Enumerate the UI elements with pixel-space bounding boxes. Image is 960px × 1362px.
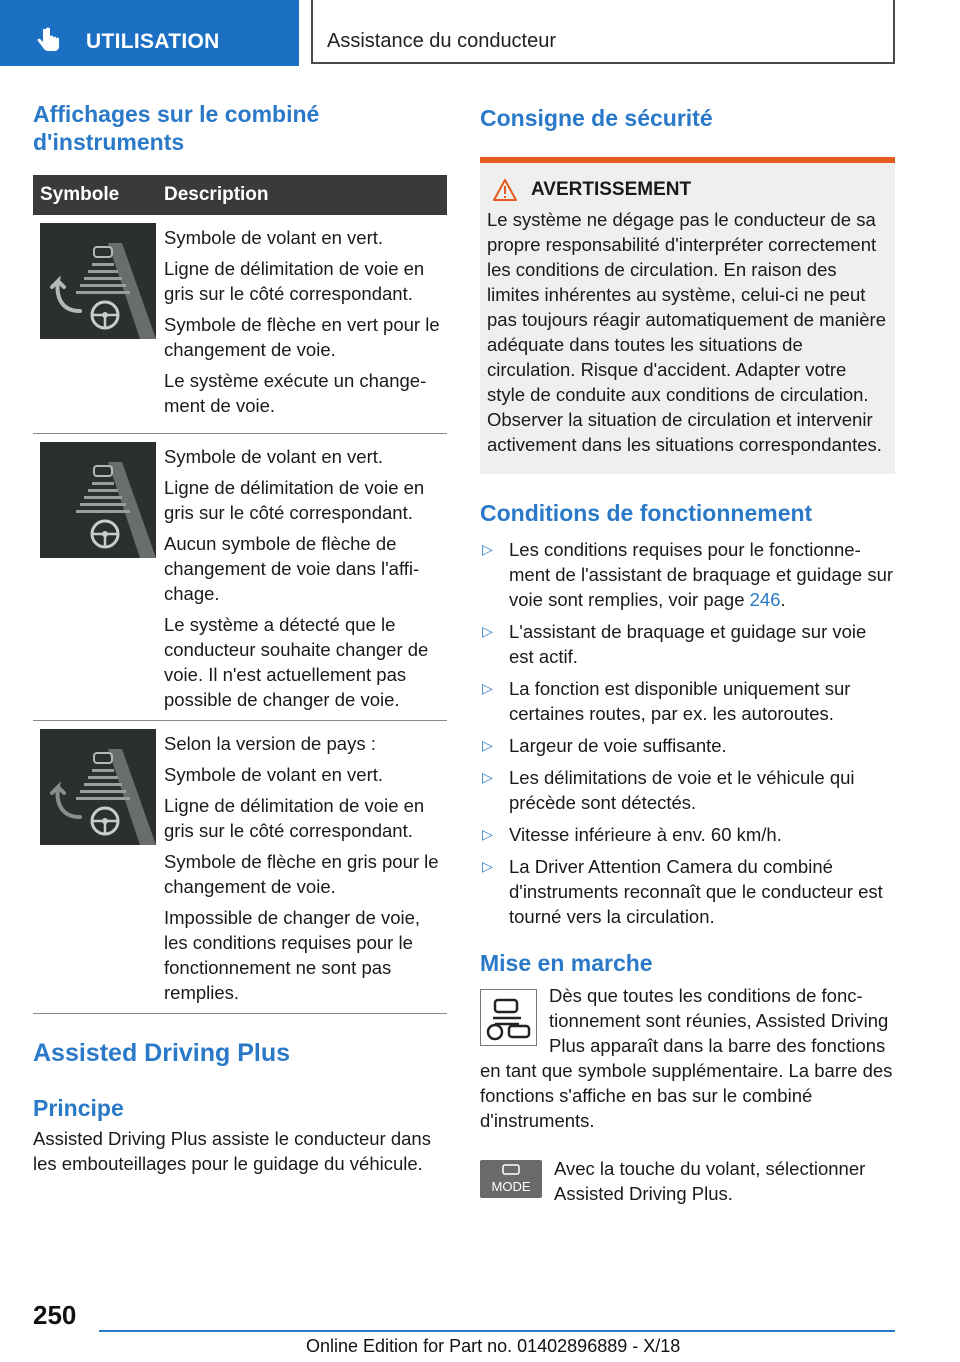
- warning-title-row: [487, 179, 888, 201]
- description-line: Ligne de délimitation de voie en gris sur le côté correspondant.: [164, 477, 425, 523]
- description-line: Le système a détecté que le conducteur souhaite changer de voie. Il n'est actuellement pas possible de changer de voie.: [164, 614, 429, 710]
- description-line: Le système exécute un changement de voie.: [164, 370, 427, 416]
- description-line: Symbole de volant en vert.: [164, 446, 384, 467]
- principle-heading: Principe: [33, 1095, 124, 1121]
- right-column: [480, 100, 895, 1206]
- description-line: Aucun symbole de flèche de changement de voie dans l'affichage.: [164, 533, 420, 604]
- chapter-label: Assistance du conducteur: [327, 30, 557, 52]
- adp-heading: Assisted Driving Plus: [33, 1039, 291, 1067]
- mode-button-label: MODE: [491, 1179, 531, 1194]
- startup-text-2: Avec la touche du volant, sélectionner Assisted Driving Plus.: [554, 1158, 866, 1204]
- edition-text: Online Edition for Part no. 01402896889 - X/18: [306, 1336, 681, 1356]
- bullet-arrow-icon: ▷: [482, 541, 493, 557]
- displays-heading: Affichages sur le combiné d'instruments: [33, 101, 320, 155]
- list-item: ▷ L'assistant de braquage et guidage sur voie est actif.: [482, 621, 867, 667]
- startup-text-1: Dès que toutes les conditions de fonctionnement sont réunies, Assisted Driving Plus apparaît dans la barre des fonctions en tant que symbole supplémentaire. La barre des fonctions s'affiche en bas sur le combiné d'instruments.: [480, 985, 893, 1131]
- startup-block: [480, 983, 895, 1133]
- table-row: [33, 215, 447, 434]
- section-label: UTILISATION: [86, 30, 220, 53]
- left-column: [33, 100, 447, 1176]
- section-tab[interactable]: [0, 0, 299, 66]
- description-line: Impossible de changer de voie, les conditions requises pour le fonctionnement ne sont pas remplies.: [164, 907, 421, 1003]
- safety-heading: Consigne de sécurité: [480, 105, 713, 131]
- hand-pointer-icon: [36, 27, 62, 53]
- mode-button[interactable]: [480, 1160, 542, 1198]
- page-number: 250: [33, 1300, 77, 1330]
- page-header: [0, 0, 960, 66]
- principle-text: Assisted Driving Plus assiste le conducteur dans les embouteillages pour le guidage du véhicule.: [33, 1128, 431, 1174]
- list-item: ▷ La fonction est disponible uniquement sur certaines routes, par ex. les autoroutes.: [482, 678, 851, 724]
- symbol-table: [33, 175, 447, 1014]
- footer-divider: [99, 1330, 895, 1332]
- warning-triangle-icon: [493, 179, 517, 201]
- warning-box: [480, 163, 895, 474]
- list-item: ▷ Vitesse inférieure à env. 60 km/h.: [482, 824, 782, 845]
- page-link-246[interactable]: 246: [749, 589, 781, 610]
- list-item: ▷ La Driver Attention Camera du combiné d'instruments reconnaît que le conducteur est tourné vers la circulation.: [482, 856, 883, 927]
- lane-change-with-arrow-icon: [40, 223, 156, 339]
- table-row: [33, 721, 447, 1014]
- bullet-arrow-icon: ▷: [482, 769, 493, 785]
- startup-heading: Mise en marche: [480, 950, 653, 976]
- car-icon: [501, 1164, 521, 1176]
- description-line: Symbole de flèche en vert pour le changement de voie.: [164, 314, 440, 360]
- description-line: Symbole de volant en vert.: [164, 764, 384, 785]
- list-item: ▷ Largeur de voie suffisante.: [482, 735, 727, 756]
- conditions-heading: Conditions de fonctionnement: [480, 500, 813, 526]
- bullet-arrow-icon: ▷: [482, 623, 493, 639]
- bullet-arrow-icon: ▷: [482, 826, 493, 842]
- description-line: Symbole de volant en vert.: [164, 227, 384, 248]
- warning-title: AVERTISSEMENT: [531, 179, 692, 200]
- col-header-description: Description: [164, 175, 447, 215]
- description-line: Ligne de délimitation de voie en gris sur le côté correspondant.: [164, 795, 425, 841]
- list-item: ▷ Les délimitations de voie et le véhicule qui précède sont détectés.: [482, 767, 855, 813]
- chapter-tab[interactable]: [311, 0, 895, 64]
- description-line: Selon la version de pays :: [164, 733, 376, 754]
- mode-instruction: [480, 1156, 895, 1206]
- bullet-arrow-icon: ▷: [482, 680, 493, 696]
- conditions-list: [480, 537, 895, 929]
- warning-text: Le système ne dégage pas le conducteur de sa propre responsabilité d'interpréter correctement les conditions de circulation. En raison des limites inhérentes au système, celui-ci ne peut pas toujours réagir automatiquement de manière adéquate dans toutes les situations de circulation. Risque d'accident. Adapter votre style de conduite aux conditions de circulation. Observer la situation de circulation et intervenir activement dans les situations correspondantes.: [487, 209, 887, 455]
- lane-change-no-arrow-icon: [40, 442, 156, 558]
- description-line: Symbole de flèche en gris pour le changement de voie.: [164, 851, 439, 897]
- description-line: Ligne de délimitation de voie en gris sur le côté correspondant.: [164, 258, 425, 304]
- col-header-symbol: Symbole: [33, 175, 164, 215]
- bullet-arrow-icon: ▷: [482, 858, 493, 874]
- lane-change-gray-arrow-icon: [40, 729, 156, 845]
- table-row: [33, 434, 447, 721]
- bullet-arrow-icon: ▷: [482, 737, 493, 753]
- assisted-driving-icon: [480, 989, 537, 1046]
- list-item: ▷ Les conditions requises pour le fonctionnement de l'assistant de braquage et guidage sur voie sont remplies, voir page 246.: [482, 539, 894, 610]
